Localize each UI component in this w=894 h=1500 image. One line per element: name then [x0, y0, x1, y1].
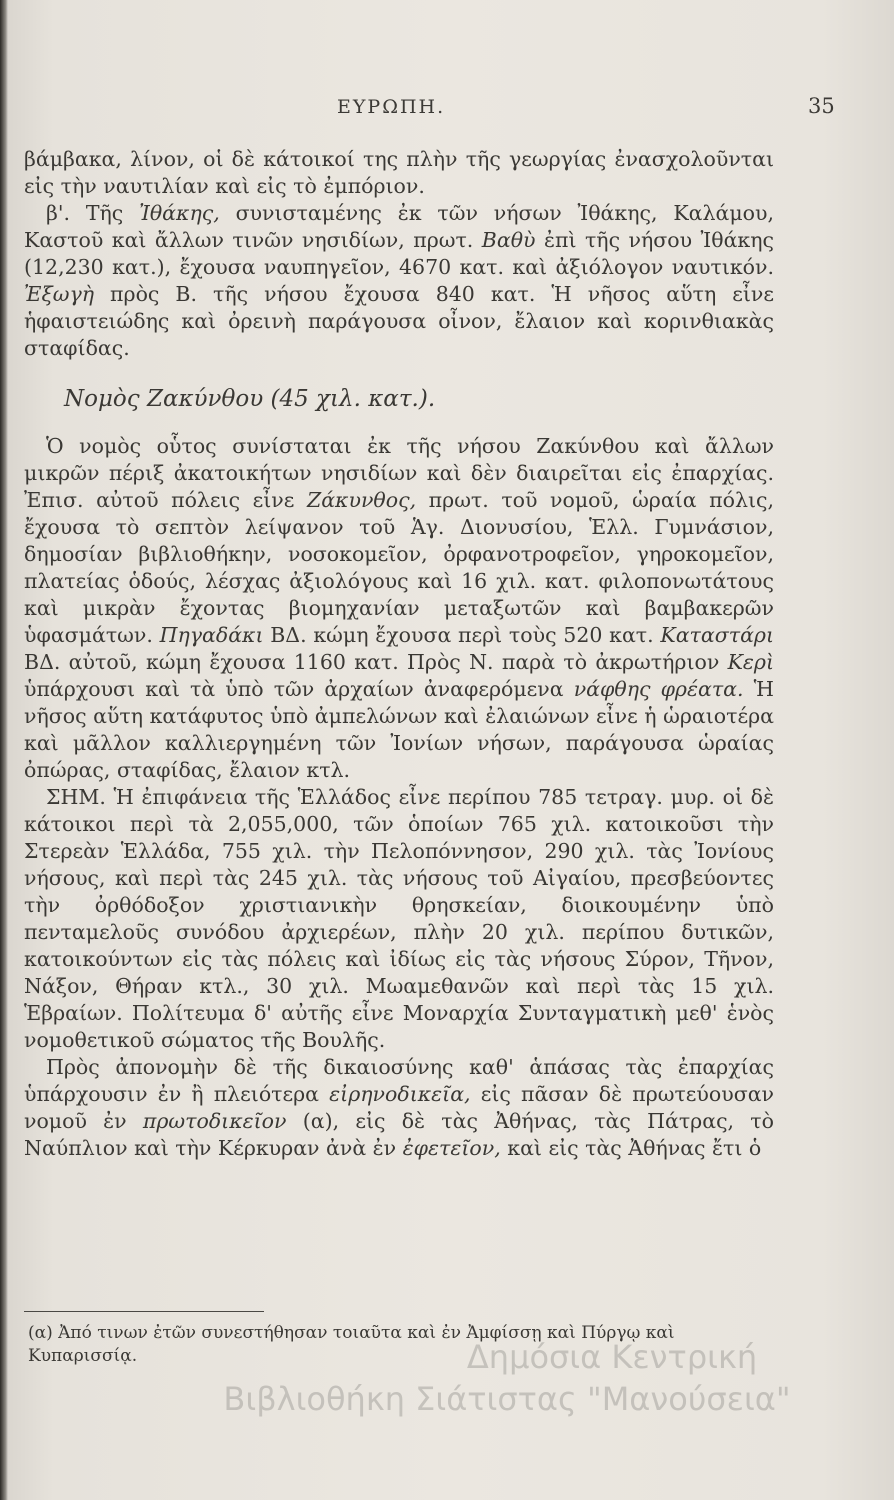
footnote: (α) Ἀπό τινων ἐτῶν συνεστήθησαν τοιαῦτα καὶ ἐν Ἀμφίσσῃ καὶ Πύργῳ καὶ Κυπαρισσίᾳ. — [28, 1323, 675, 1366]
page-number: 35 — [808, 94, 835, 118]
paragraph-note: ΣΗΜ. Ἡ ἐπιφάνεια τῆς Ἑλλάδος εἶνε περίπου 785 τετραγ. μυρ. οἱ δὲ κάτοικοι περὶ τὰ 2,055,000, τῶν ὁποίων 765 χιλ. κατοικοῦσι τὴν Στερεὰν Ἑλλάδα, 755 χιλ. τὴν Πελοπόννησον, 290 χιλ. τὰς Ἰονίους νήσους, καὶ περὶ τὰς 245 χιλ. τὰς νήσους τοῦ Αἰγαίου, πρεσβεύοντες τὴν ὀρθόδοξον χριστιανικὴν θρησκείαν, διοικουμένην ὑπὸ πενταμελοῦς συνόδου ἀρχιερέων, πλὴν 20 χιλ. περίπου δυτικῶν, κατοικούντων εἰς τὰς πόλεις καὶ ἰδίως εἰς τὰς νήσους Σύρον, Τῆνον, Νάξον, Θήραν κτλ., 30 χιλ. Μωαμεθανῶν καὶ περὶ τὰς 15 χιλ. Ἑβραίων. Πολίτευμα δ' αὐτῆς εἶνε Μοναρχία Συνταγματικὴ μεθ' ἑνὸς νομοθετικοῦ σώματος τῆς Βουλῆς. — [24, 785, 774, 1052]
paragraph-zakynthos: Ὁ νομὸς οὗτος συνίσταται ἐκ τῆς νήσου Ζακύνθου καὶ ἄλλων μικρῶν πέριξ ἀκατοικήτων νησιδίων καὶ δὲν διαιρεῖται εἰς ἐπαρχίας. Ἐπισ. αὐτοῦ πόλεις εἶνε Ζάκυνθος, πρωτ. τοῦ νομοῦ, ὡραία πόλις, ἔχουσα τὸ σεπτὸν λείψανον τοῦ Ἁγ. Διονυσίου, Ἑλλ. Γυμνάσιον, δημοσίαν βιβλιοθήκην, νοσοκομεῖον, ὀρφανοτροφεῖον, γηροκομεῖον, πλατείας ὁδούς, λέσχας ἀξιολόγους καὶ 16 χιλ. κατ. φιλοπονωτάτους καὶ μικρὰν ἔχοντας βιομηχανίαν μεταξωτῶν καὶ βαμβακερῶν ὑφασμάτων. Πηγαδάκι ΒΔ. κώμη ἔχουσα περὶ τοὺς 520 κατ. Καταστάρι ΒΔ. αὐτοῦ, κώμη ἔχουσα 1160 κατ. Πρὸς Ν. παρὰ τὸ ἀκρωτήριον Κερὶ ὑπάρχουσι καὶ τὰ ὑπὸ τῶν ἀρχαίων ἀναφερόμενα νάφθης φρέατα. Ἡ νῆσος αὕτη κατάφυτος ὑπὸ ἀμπελώνων καὶ ἐλαιώνων εἶνε ἡ ὡραιοτέρα καὶ μᾶλλον καλλιεργημένη τῶν Ἰονίων νήσων, παράγουσα ὡραίας ὀπώρας, σταφίδας, ἔλαιον κτλ. — [24, 434, 775, 782]
footnote-divider — [24, 1311, 264, 1312]
paragraph-ithaca: β'. Τῆς Ἰθάκης, συνισταμένης ἐκ τῶν νήσων Ἰθάκης, Καλάμου, Καστοῦ καὶ ἄλλων τινῶν νησιδίων, πρωτ. Βαθὺ ἐπὶ τῆς νήσου Ἰθάκης (12,230 κατ.), ἔχουσα ναυπηγεῖον, 4670 κατ. καὶ ἀξιόλογον ναυτικόν. Ἐξωγὴ πρὸς Β. τῆς νήσου ἔχουσα 840 κατ. Ἡ νῆσος αὕτη εἶνε ἡφαιστειώδης καὶ ὀρεινὴ παράγουσα οἶνον, ἔλαιον καὶ κορινθιακὰς σταφίδας. — [24, 201, 774, 360]
body-text — [24, 146, 774, 1162]
section-heading: Νομὸς Ζακύνθου (45 χιλ. κατ.). — [64, 386, 436, 412]
watermark-line-1: Δημόσια Κεντρική — [466, 1338, 758, 1376]
paragraph-justice: Πρὸς ἀπονομὴν δὲ τῆς δικαιοσύνης καθ' ἁπάσας τὰς ἐπαρχίας ὑπάρχουσιν ἐν ἢ πλειότερα εἰρηνοδικεῖα, εἰς πᾶσαν δὲ πρωτεύουσαν νομοῦ ἐν πρωτοδικεῖον (α), εἰς δὲ τὰς Ἀθήνας, τὰς Πάτρας, τὸ Ναύπλιον καὶ τὴν Κέρκυραν ἀνὰ ἐν ἐφετεῖον, καὶ εἰς τὰς Ἀθήνας ἔτι ὁ — [24, 1055, 774, 1160]
watermark-line-2: Βιβλιοθήκη Σιάτιστας "Μανούσεια" — [223, 1380, 791, 1418]
running-title: ΕΥΡΩΠΗ. — [337, 96, 446, 118]
page-header — [0, 96, 894, 126]
paragraph-1: βάμβακα, λίνον, οἱ δὲ κάτοικοί της πλὴν τῆς γεωργίας ἐνασχολοῦνται εἰς τὴν ναυτιλίαν καὶ εἰς τὸ ἐμπόριον. — [24, 147, 774, 198]
page-edge-shadow — [0, 0, 8, 1500]
